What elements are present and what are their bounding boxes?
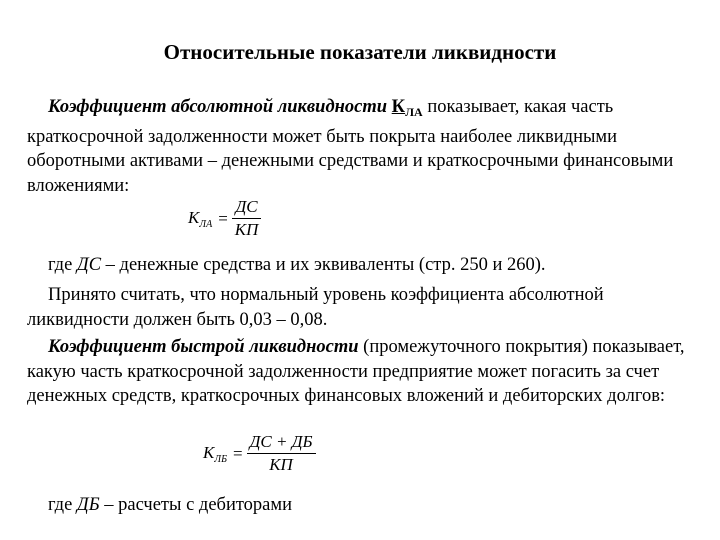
formula2-numerator: ДС + ДБ: [247, 432, 316, 454]
ds-prefix: где: [48, 255, 77, 275]
norm-text: Принято считать, что нормальный уровень коэффициента абсолютной ликвидности должен быть 0,03 – 0,08.: [27, 285, 604, 330]
formula1-lhs-main: К: [188, 207, 200, 227]
paragraph-quick-liquidity: [27, 335, 692, 409]
symbol-kla: [392, 97, 423, 117]
page-title: Относительные показатели ликвидности: [163, 40, 557, 64]
formula1-fraction: [232, 197, 262, 240]
ds-text: – денежные средства и их эквиваленты (стр. 250 и 260).: [101, 255, 546, 275]
formula1-lhs: [188, 208, 212, 230]
formula2-lhs-sub: ЛБ: [214, 453, 227, 465]
term-quick-liquidity: Коэффициент быстрой ликвидности: [48, 337, 359, 357]
formula2-lhs-main: К: [203, 442, 215, 462]
formula2-lhs: [203, 443, 227, 465]
paragraph-norm: [27, 283, 692, 332]
term-absolute-liquidity: Коэффициент абсолютной ликвидности: [48, 97, 388, 117]
paragraph-db-definition: [48, 493, 688, 518]
symbol-kla-main: К: [391, 97, 406, 117]
db-text: – расчеты с дебиторами: [99, 495, 292, 515]
formula-absolute-liquidity: [188, 197, 261, 240]
formula1-numerator: ДС: [232, 197, 260, 219]
formula1-equals: =: [218, 208, 228, 228]
ds-term: ДС: [76, 255, 102, 275]
db-prefix: где: [48, 495, 77, 515]
paragraph-ds-definition: [48, 253, 688, 278]
db-term: ДБ: [76, 495, 100, 515]
formula1-lhs-sub: ЛА: [199, 218, 213, 230]
symbol-kla-sub: ЛА: [405, 105, 423, 119]
formula2-equals: =: [232, 443, 243, 463]
formula1-denominator: КП: [234, 220, 259, 239]
formula-quick-liquidity: [203, 432, 316, 475]
paragraph-absolute-liquidity-text: показывает, какая часть краткосрочной задолженности может быть покрыта наиболее ликвидными оборотными активами – денежными средствами и краткосрочными финансовыми вложениями:: [27, 97, 674, 196]
formula2-denominator: КП: [269, 455, 293, 474]
formula2-fraction: [247, 432, 316, 475]
paragraph-absolute-liquidity: [27, 95, 692, 198]
paragraph-quick-liquidity-text: (промежуточного покрытия) показывает, какую часть краткосрочной задолженности предприятие может погасить за счет денежных средств, краткосрочных финансовых вложений и дебиторских долгов:: [27, 337, 685, 406]
